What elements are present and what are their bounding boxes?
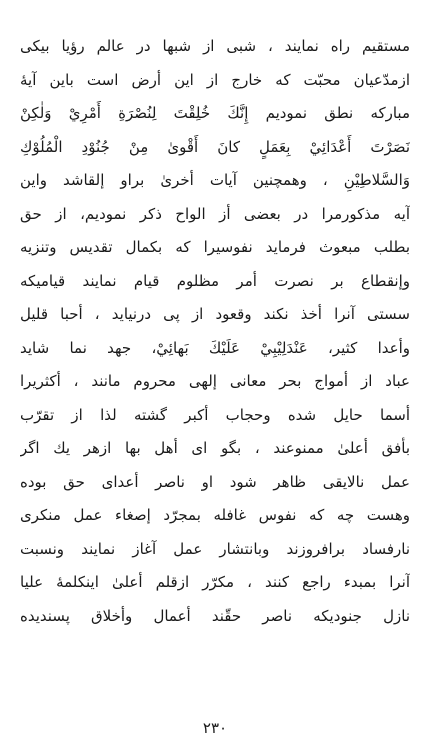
text-line: بطلب مبعوث فرماید نفوسیرا که بکمال تقدیس وتنزیه [20, 238, 410, 256]
text-line: سستی آنرا أخذ نکند وقعود از پی درنیاید ، أحبا قلیل [20, 305, 410, 323]
text-line: نارفساد برافروزند وبانتشار عمل آغاز نمایند ونسبت [20, 539, 410, 558]
body-text [20, 30, 410, 633]
text-line: آیه مذکورمرا در بعضی أز الواح ذکر نمودیم، از حق [20, 204, 410, 223]
text-line: آنرا بمبدء راجع کنند ، مکرّر ازقلم أعلىٰ اینکلمهٔ علیا [20, 573, 410, 591]
text-line: عمل نالایقی ظاهر شود او ناصر أعدای حق بوده [20, 472, 410, 491]
text-line: أسما حایل شده وحجاب أکبر گشته لذا از تقرّب [20, 405, 410, 424]
text-line: وهست چه که نفوس غافله بمجرّد إصغاء عمل منکری [20, 506, 410, 524]
text-line: وإنقطاع بر نصرت أمر مظلوم قیام نمایند قیامیکه [20, 271, 410, 290]
page-number: ۲۳۰ [202, 719, 228, 737]
text-line: نَصَرْتَ أَعْدَائِيْ بِعَمَلٍ كانَ أَقْوىٰ مِنْ جُنُوْدِ الْمُلُوْكِ [20, 137, 410, 156]
text-line: عباد از أمواج بحر معانی إلهی محروم مانند ، أکثریرا [20, 372, 410, 390]
text-line: مبارکه نطق نمودیم إِنَّكَ خُلِقْتَ لِنُصْرَةِ أَمْرِيْ وَلٰكِنْ [20, 104, 410, 122]
text-line: بأفق أعلىٰ ممنوعند ، بگو ای أهل بها ازهر یك اگر [20, 439, 410, 457]
text-line: مستقیم راه نمایند ، شبی از شبها در عالم رؤیا بیکی [20, 37, 410, 55]
text-line: ازمدّعیان محبّت که خارج از این أرض است باین آیهٔ [20, 70, 410, 89]
text-line: وأعدا کثیر، عَنْدَلِيْبِيْ عَلَيْكَ بَهائِيْ، جهد نما شاید [20, 338, 410, 357]
text-line: وَالسَّلاطِيْنِ ، وهمچنین آیات أخرىٰ براو إلقاشد واین [20, 171, 410, 189]
text-line: نازل جنودیکه ناصر حقّند أعمال وأخلاق پسندیده [20, 606, 410, 625]
